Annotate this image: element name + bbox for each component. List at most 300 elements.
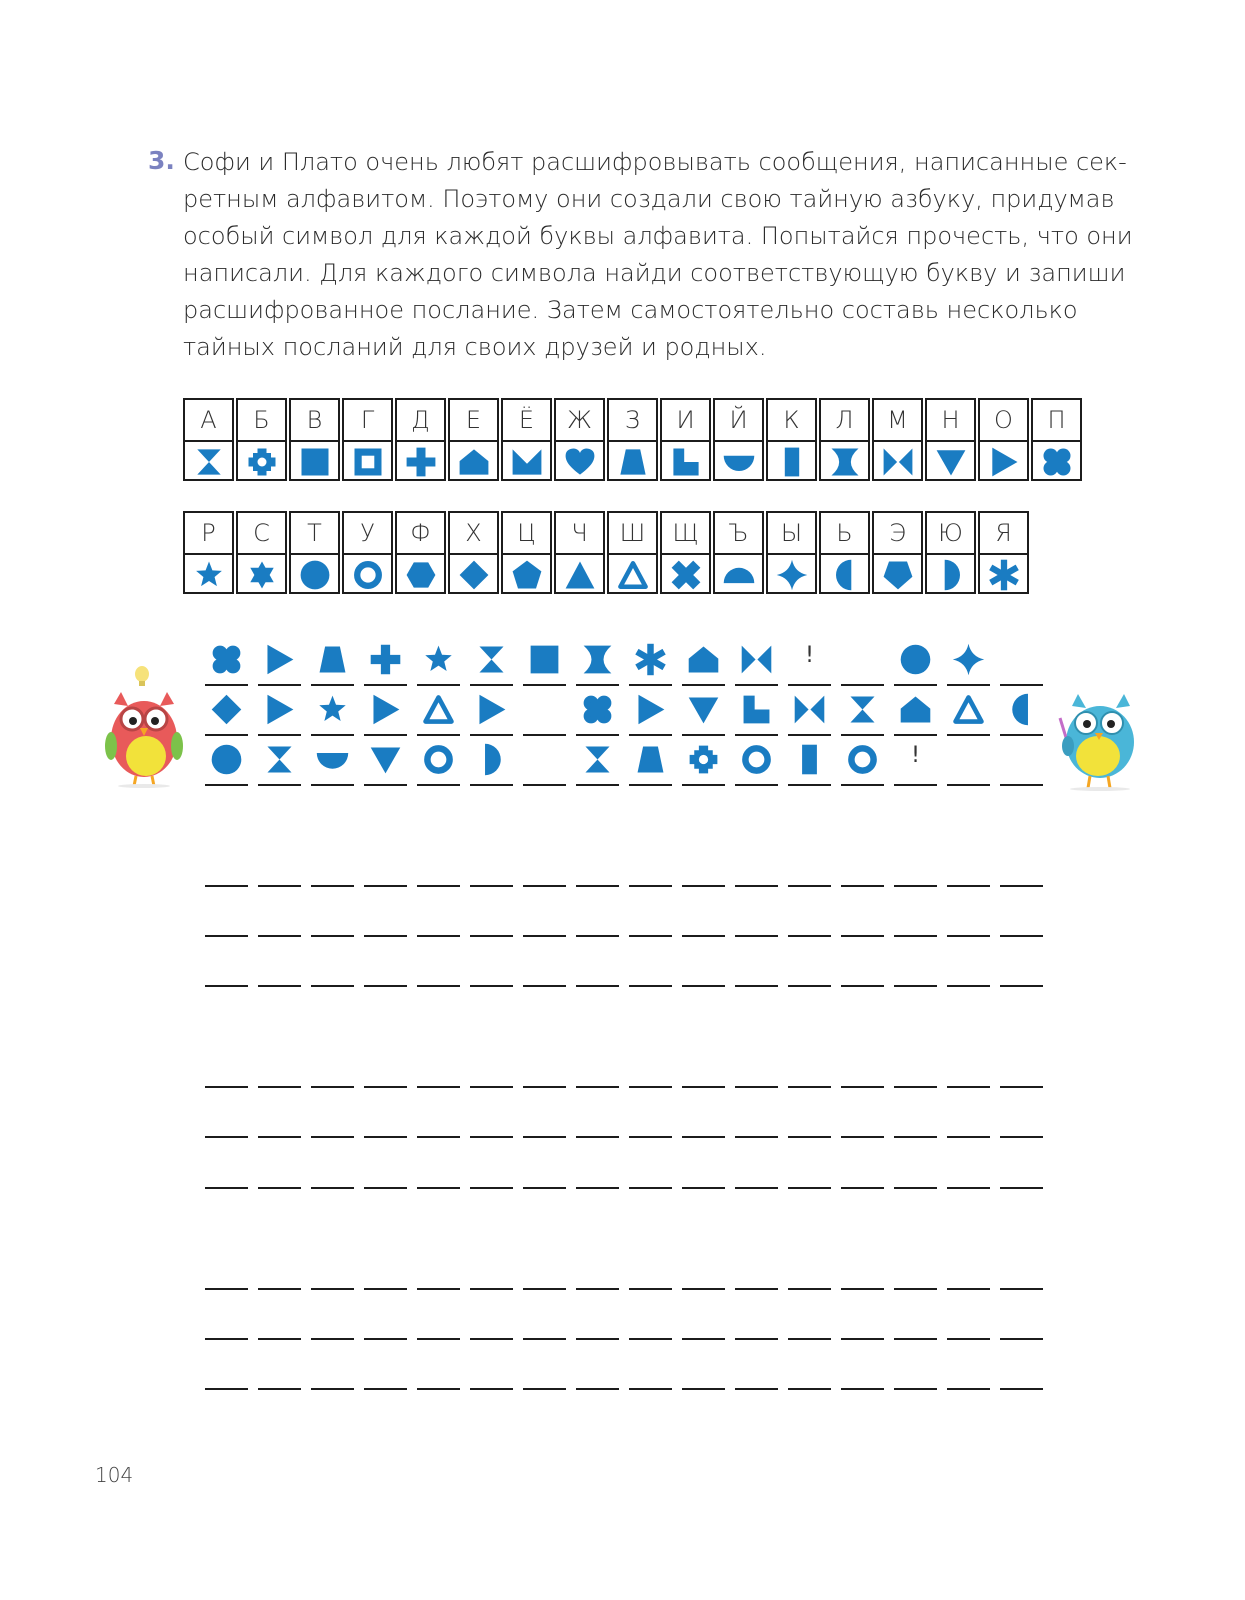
hourglass-icon (579, 741, 616, 778)
triangle-right-icon (261, 641, 298, 678)
cipher-letter: Ь (821, 513, 868, 555)
star-icon (191, 557, 227, 593)
answer-blank[interactable] (470, 885, 513, 887)
cipher-cell (501, 511, 552, 594)
symbol-slot (682, 636, 725, 686)
symbol-slot (841, 736, 884, 786)
cipher-symbol (291, 442, 338, 481)
symbol-slot (258, 686, 301, 736)
answer-blank[interactable] (523, 1086, 566, 1088)
answer-blank[interactable] (735, 1187, 778, 1189)
triangle-right-icon (473, 691, 510, 728)
answer-blank[interactable] (417, 1288, 460, 1290)
cipher-cell (713, 398, 764, 481)
cipher-symbol (609, 442, 656, 481)
answer-blank[interactable] (947, 885, 990, 887)
answer-blank[interactable] (205, 885, 248, 887)
answer-blank[interactable] (417, 885, 460, 887)
answer-blank[interactable] (735, 1136, 778, 1138)
half-circle-down-icon (314, 741, 351, 778)
cipher-symbol (344, 555, 391, 594)
answer-blank[interactable] (735, 935, 778, 937)
cipher-letter: Й (715, 400, 762, 442)
answer-blank[interactable] (947, 1187, 990, 1189)
answer-blank[interactable] (258, 885, 301, 887)
blank-slot (841, 636, 884, 686)
answer-blank[interactable] (311, 935, 354, 937)
symbol-slot (470, 686, 513, 736)
cipher-symbol (715, 555, 762, 594)
cipher-cell (448, 511, 499, 594)
answer-blank[interactable] (1000, 1388, 1043, 1390)
cipher-symbol (609, 555, 656, 594)
cipher-letter: Ж (556, 400, 603, 442)
answer-blank[interactable] (470, 985, 513, 987)
ring-icon (420, 741, 457, 778)
answer-blank[interactable] (311, 985, 354, 987)
answer-blank[interactable] (364, 1388, 407, 1390)
task-line: Софи и Плато очень любят расшифровывать сообщения, написанные сек- (183, 148, 1127, 176)
cipher-symbol (980, 555, 1027, 594)
answer-blank[interactable] (417, 1388, 460, 1390)
answer-blank[interactable] (1000, 1338, 1043, 1340)
answer-blank[interactable] (417, 1136, 460, 1138)
answer-blank[interactable] (1000, 1288, 1043, 1290)
answer-blank[interactable] (629, 1288, 672, 1290)
cipher-letter: О (980, 400, 1027, 442)
cipher-letter: Ы (768, 513, 815, 555)
cipher-letter: Щ (662, 513, 709, 555)
answer-blank[interactable] (523, 1338, 566, 1340)
answer-blank[interactable] (576, 935, 619, 937)
answer-blank[interactable] (258, 1288, 301, 1290)
answer-blank[interactable] (205, 1388, 248, 1390)
answer-blank[interactable] (788, 1388, 831, 1390)
symbol-slot (788, 736, 831, 786)
cipher-cell (607, 398, 658, 481)
symbol-slot (311, 736, 354, 786)
cipher-cell (766, 511, 817, 594)
symbol-slot (364, 686, 407, 736)
l-shape-icon (738, 691, 775, 728)
symbol-slot (682, 736, 725, 786)
answer-blank[interactable] (576, 1288, 619, 1290)
answer-blank[interactable] (788, 1086, 831, 1088)
symbol-slot (788, 686, 831, 736)
answer-blank[interactable] (470, 1388, 513, 1390)
answer-blank[interactable] (417, 1187, 460, 1189)
answer-blank[interactable] (894, 985, 937, 987)
answer-blank[interactable] (788, 1136, 831, 1138)
task-instructions (183, 144, 1133, 366)
circle-icon (897, 641, 934, 678)
symbol-slot (947, 636, 990, 686)
answer-blank[interactable] (841, 1388, 884, 1390)
answer-blank[interactable] (258, 985, 301, 987)
cipher-cell (978, 511, 1029, 594)
answer-blank[interactable] (788, 1288, 831, 1290)
answer-blank[interactable] (894, 1187, 937, 1189)
answer-blank[interactable] (205, 1338, 248, 1340)
symbol-slot (629, 686, 672, 736)
cipher-symbol (291, 555, 338, 594)
hourglass-icon (191, 444, 227, 480)
cipher-letter: Ф (397, 513, 444, 555)
answer-blank[interactable] (629, 935, 672, 937)
answer-blank[interactable] (364, 1288, 407, 1290)
answer-blank[interactable] (947, 1288, 990, 1290)
trapezoid-icon (314, 641, 351, 678)
circle-icon (297, 557, 333, 593)
task-line: тайных посланий для своих друзей и родных. (183, 333, 767, 361)
asterisk-icon (632, 641, 669, 678)
answer-blank[interactable] (205, 1187, 248, 1189)
concave-hourglass-icon (827, 444, 863, 480)
page-number: 104 (95, 1463, 134, 1487)
answer-blank[interactable] (523, 1288, 566, 1290)
answer-blank[interactable] (364, 1187, 407, 1189)
answer-blank[interactable] (894, 1086, 937, 1088)
answer-blank[interactable] (417, 1338, 460, 1340)
blank-slot (523, 686, 566, 736)
cipher-symbol (821, 442, 868, 481)
cipher-cell (342, 398, 393, 481)
answer-line (205, 1388, 1053, 1390)
answer-blank[interactable] (1000, 1136, 1043, 1138)
answer-blank[interactable] (205, 985, 248, 987)
answer-blank[interactable] (417, 985, 460, 987)
cipher-symbol (927, 555, 974, 594)
half-circle-up-icon (721, 557, 757, 593)
cipher-symbol (185, 442, 232, 481)
star-six-icon (244, 557, 280, 593)
pentagon-down-icon (880, 557, 916, 593)
answer-blank[interactable] (947, 1388, 990, 1390)
blank-slot (523, 736, 566, 786)
answer-blank[interactable] (523, 985, 566, 987)
diamond-icon (208, 691, 245, 728)
answer-blank[interactable] (523, 1136, 566, 1138)
cipher-cell (660, 511, 711, 594)
bowtie-icon (791, 691, 828, 728)
message-line (205, 736, 1053, 786)
cipher-cell (448, 398, 499, 481)
answer-blank[interactable] (735, 885, 778, 887)
symbol-slot (629, 636, 672, 686)
answer-blank[interactable] (682, 1086, 725, 1088)
answer-blank[interactable] (523, 885, 566, 887)
answer-blank[interactable] (841, 1136, 884, 1138)
bar-icon (774, 444, 810, 480)
symbol-slot (470, 636, 513, 686)
cipher-letter: Н (927, 400, 974, 442)
answer-blank[interactable] (1000, 985, 1043, 987)
answer-blank[interactable] (258, 1136, 301, 1138)
cipher-symbol (450, 442, 497, 481)
blue-owl-with-pencil-illustration (1056, 688, 1146, 792)
answer-blank[interactable] (470, 1187, 513, 1189)
cipher-cell (395, 398, 446, 481)
cipher-cell (554, 511, 605, 594)
blank-slot (947, 736, 990, 786)
cipher-cell (236, 511, 287, 594)
answer-blank[interactable] (735, 1338, 778, 1340)
answer-blank[interactable] (788, 935, 831, 937)
answer-blank[interactable] (682, 985, 725, 987)
answer-blank[interactable] (576, 1187, 619, 1189)
answer-blank[interactable] (311, 1338, 354, 1340)
cipher-letter: Х (450, 513, 497, 555)
sparkle-icon (950, 641, 987, 678)
answer-blank[interactable] (629, 985, 672, 987)
answer-blank[interactable] (205, 1136, 248, 1138)
answer-blank[interactable] (523, 1187, 566, 1189)
cipher-letter: Е (450, 400, 497, 442)
answer-blank[interactable] (205, 935, 248, 937)
cipher-symbol (450, 555, 497, 594)
answer-line (205, 1136, 1053, 1138)
answer-blank[interactable] (258, 1338, 301, 1340)
cipher-symbol (662, 442, 709, 481)
answer-blank[interactable] (629, 1187, 672, 1189)
answer-blank[interactable] (417, 1086, 460, 1088)
star-icon (314, 691, 351, 728)
cipher-symbol (927, 442, 974, 481)
cipher-letter: Ъ (715, 513, 762, 555)
answer-blank[interactable] (841, 885, 884, 887)
answer-blank[interactable] (735, 985, 778, 987)
answer-blank[interactable] (311, 1136, 354, 1138)
triangle-right-icon (261, 691, 298, 728)
answer-blank[interactable] (205, 1288, 248, 1290)
symbol-slot (311, 636, 354, 686)
triangle-right-icon (986, 444, 1022, 480)
answer-blank[interactable] (947, 985, 990, 987)
gear-icon (244, 444, 280, 480)
answer-blank[interactable] (470, 1338, 513, 1340)
answer-blank[interactable] (311, 885, 354, 887)
symbol-slot (258, 636, 301, 686)
trapezoid-icon (615, 444, 651, 480)
cipher-letter: Д (397, 400, 444, 442)
answer-blank[interactable] (682, 1388, 725, 1390)
trapezoid-icon (632, 741, 669, 778)
heart-icon (562, 444, 598, 480)
cipher-symbol (503, 555, 550, 594)
answer-blank[interactable] (576, 885, 619, 887)
x-cross-icon (668, 557, 704, 593)
cipher-letter: И (662, 400, 709, 442)
answer-blank[interactable] (1000, 935, 1043, 937)
answer-blank[interactable] (470, 1086, 513, 1088)
task-line: написали. Для каждого символа найди соответствующую букву и запиши (183, 259, 1126, 287)
pentagon-icon (509, 557, 545, 593)
answer-blank[interactable] (311, 1086, 354, 1088)
answer-blank[interactable] (311, 1388, 354, 1390)
cipher-cell (978, 398, 1029, 481)
cipher-cell (554, 398, 605, 481)
answer-blank[interactable] (841, 935, 884, 937)
symbol-slot (576, 636, 619, 686)
answer-blank[interactable] (576, 1388, 619, 1390)
symbol-slot (735, 736, 778, 786)
answer-blank[interactable] (629, 1086, 672, 1088)
answer-blank[interactable] (682, 1288, 725, 1290)
task-number: 3. (148, 146, 175, 175)
answer-blank[interactable] (682, 935, 725, 937)
answer-blank[interactable] (841, 985, 884, 987)
answer-blank[interactable] (364, 1136, 407, 1138)
triangle-down-icon (685, 691, 722, 728)
cipher-symbol (344, 442, 391, 481)
answer-blank[interactable] (947, 935, 990, 937)
answer-line (205, 1086, 1053, 1088)
message-line (205, 686, 1053, 736)
answer-blank[interactable] (364, 1086, 407, 1088)
answer-blank[interactable] (364, 1338, 407, 1340)
cipher-cell (1031, 398, 1082, 481)
answer-blank[interactable] (735, 1288, 778, 1290)
answer-blank[interactable] (576, 1338, 619, 1340)
answer-blank[interactable] (576, 1086, 619, 1088)
answer-blank[interactable] (682, 1187, 725, 1189)
answer-blank[interactable] (735, 1086, 778, 1088)
answer-blank[interactable] (894, 1288, 937, 1290)
bowtie-icon (738, 641, 775, 678)
answer-blank[interactable] (258, 1187, 301, 1189)
answer-blank[interactable] (629, 1136, 672, 1138)
house-icon (685, 641, 722, 678)
clover-icon (1039, 444, 1075, 480)
answer-blank[interactable] (1000, 1187, 1043, 1189)
cipher-letter: Ш (609, 513, 656, 555)
answer-blank[interactable] (735, 1388, 778, 1390)
triangle-up-icon (562, 557, 598, 593)
answer-blank[interactable] (205, 1086, 248, 1088)
triangle-outline-icon (950, 691, 987, 728)
answer-blank[interactable] (364, 885, 407, 887)
answer-blank[interactable] (523, 935, 566, 937)
answer-line (205, 1338, 1053, 1340)
cipher-cell (342, 511, 393, 594)
answer-blank[interactable] (1000, 885, 1043, 887)
square-icon (297, 444, 333, 480)
answer-blank[interactable] (1000, 1086, 1043, 1088)
cipher-symbol (556, 442, 603, 481)
answer-blank[interactable] (894, 1338, 937, 1340)
answer-blank[interactable] (258, 935, 301, 937)
answer-blank[interactable] (258, 1086, 301, 1088)
answer-blank[interactable] (629, 1338, 672, 1340)
task-line: расшифрованное послание. Затем самостоятельно составь несколько (183, 296, 1078, 324)
plus-icon (403, 444, 439, 480)
answer-blank[interactable] (629, 885, 672, 887)
answer-blank[interactable] (470, 935, 513, 937)
answer-blank[interactable] (682, 885, 725, 887)
half-circle-right-icon (473, 741, 510, 778)
answer-blank[interactable] (576, 985, 619, 987)
cipher-letter: Ю (927, 513, 974, 555)
ring-icon (350, 557, 386, 593)
cipher-letter: Я (980, 513, 1027, 555)
cipher-cell (925, 511, 976, 594)
answer-blank[interactable] (470, 1288, 513, 1290)
answer-blank[interactable] (470, 1136, 513, 1138)
symbol-slot (629, 736, 672, 786)
answer-blank[interactable] (788, 885, 831, 887)
half-circle-right-icon (933, 557, 969, 593)
answer-blank[interactable] (894, 1136, 937, 1138)
answer-blank[interactable] (417, 935, 460, 937)
hexagon-icon (403, 557, 439, 593)
house-icon (897, 691, 934, 728)
star-icon (420, 641, 457, 678)
answer-blank[interactable] (576, 1136, 619, 1138)
answer-blank[interactable] (311, 1187, 354, 1189)
answer-blank[interactable] (364, 935, 407, 937)
cipher-letter: В (291, 400, 338, 442)
cipher-symbol (1033, 442, 1080, 481)
plus-icon (367, 641, 404, 678)
cipher-letter: Ц (503, 513, 550, 555)
answer-blank[interactable] (841, 1187, 884, 1189)
cipher-alphabet-row-2 (183, 511, 1031, 594)
punctuation-mark: ! (805, 643, 814, 668)
answer-blank[interactable] (788, 985, 831, 987)
cipher-cell (872, 398, 923, 481)
cipher-letter: Г (344, 400, 391, 442)
cipher-symbol (662, 555, 709, 594)
symbol-slot (417, 636, 460, 686)
cipher-symbol (874, 555, 921, 594)
cipher-cell (607, 511, 658, 594)
answer-blank[interactable] (788, 1338, 831, 1340)
answer-blank[interactable] (311, 1288, 354, 1290)
answer-blank[interactable] (841, 1338, 884, 1340)
answer-blank[interactable] (682, 1338, 725, 1340)
blank-slot (1000, 736, 1043, 786)
answer-blank[interactable] (258, 1388, 301, 1390)
cipher-symbol (768, 442, 815, 481)
punctuation-slot (894, 736, 937, 786)
cipher-symbol (715, 442, 762, 481)
gear-icon (685, 741, 722, 778)
answer-blank[interactable] (947, 1136, 990, 1138)
answer-blank[interactable] (894, 935, 937, 937)
cipher-letter: Р (185, 513, 232, 555)
answer-blank[interactable] (841, 1288, 884, 1290)
symbol-slot (894, 636, 937, 686)
cipher-letter: М (874, 400, 921, 442)
answer-blank[interactable] (947, 1086, 990, 1088)
symbol-slot (205, 636, 248, 686)
answer-blank[interactable] (841, 1086, 884, 1088)
square-outline-icon (350, 444, 386, 480)
answer-blank[interactable] (894, 885, 937, 887)
answer-blank[interactable] (523, 1388, 566, 1390)
half-circle-left-icon (1003, 691, 1040, 728)
task-line: особый символ для каждой буквы алфавита. Попытайся прочесть, что они (183, 222, 1133, 250)
answer-blank[interactable] (894, 1388, 937, 1390)
answer-blank[interactable] (364, 985, 407, 987)
hourglass-icon (844, 691, 881, 728)
answer-blank[interactable] (682, 1136, 725, 1138)
answer-line (205, 935, 1053, 937)
answer-blank[interactable] (788, 1187, 831, 1189)
answer-line (205, 1187, 1053, 1189)
answer-blank[interactable] (629, 1388, 672, 1390)
answer-blank[interactable] (947, 1338, 990, 1340)
